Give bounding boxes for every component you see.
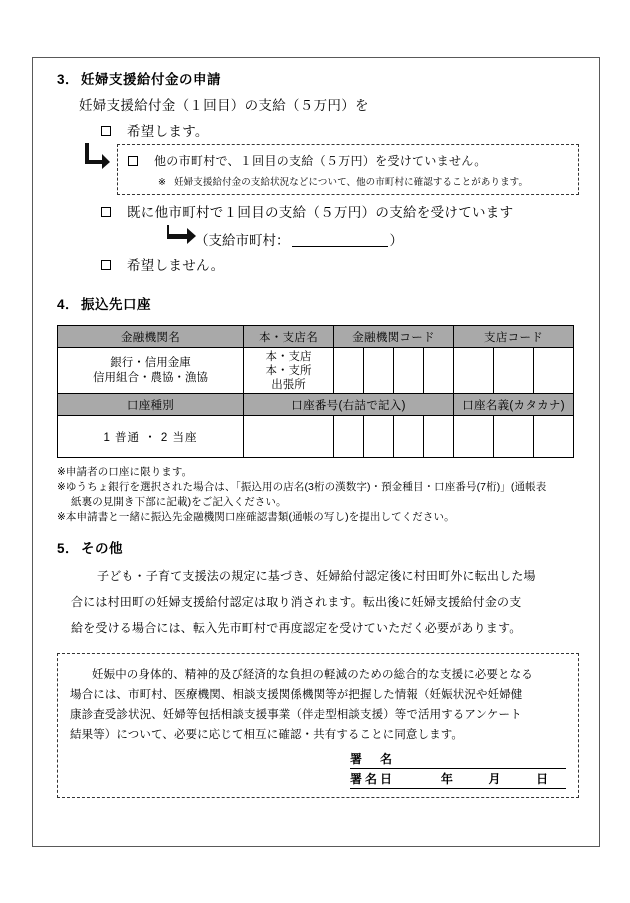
note-line-3: 紙裏の見開き下部に記載)をご記入ください。 <box>71 496 287 508</box>
section-5-heading <box>57 537 579 557</box>
th-institution-name: 金融機関名 <box>58 326 244 348</box>
cell-account-number-2[interactable] <box>334 416 364 458</box>
th-account-type: 口座種別 <box>58 394 244 416</box>
checkbox-row-wish[interactable] <box>101 122 579 141</box>
cell-institution-code-2[interactable] <box>364 348 394 394</box>
cell-institution-code-4[interactable] <box>424 348 454 394</box>
cell-institution-code-1[interactable] <box>334 348 364 394</box>
consent-line-3: 康診査受診状況、妊婦等包括相談支援事業（伴走型相談支援）等で活用するアンケート <box>70 709 522 721</box>
checkbox-wish[interactable] <box>101 126 111 136</box>
consent-line-4: 結果等）について、必要に応じて相互に確認・共有することに同意します。 <box>70 729 464 741</box>
th-institution-code: 金融機関コード <box>334 326 454 348</box>
cell-account-number-3[interactable] <box>364 416 394 458</box>
checkbox-already-received-label: 既に他市町村で１回目の支給（５万円）の支給を受けています <box>127 205 514 220</box>
checkbox-wish-label: 希望します。 <box>127 124 209 139</box>
signature-block <box>350 749 566 789</box>
cell-account-number-5[interactable] <box>424 416 454 458</box>
consent-line-1: 妊娠中の身体的、精神的及び経済的な負担の軽減のための総合的な支援に必要となる <box>92 669 533 681</box>
month-label: 月 <box>488 772 501 786</box>
signature-name-label: 署 名 <box>350 752 396 766</box>
bank-account-table-wrap <box>57 325 579 458</box>
section-5-title: その他 <box>81 541 124 556</box>
branch-sub-3: 出張所 <box>271 378 306 391</box>
day-label: 日 <box>536 772 549 786</box>
note-text: 妊婦支援給付金の支給状況などについて、他の市町村に確認することがあります。 <box>174 177 529 188</box>
sub-declaration-box <box>117 144 579 195</box>
section-5-line-3: 給を受ける場合には、転入先市町村で再度認定を受けていただく必要があります。 <box>71 621 522 635</box>
checkbox-no-other-payment-label: 他の市町村で、１回目の支給（５万円）を受けていません。 <box>154 154 487 168</box>
checkbox-not-wish-label: 希望しません。 <box>127 258 225 273</box>
signature-date-label: 署名日 <box>350 772 396 786</box>
signature-date-fields <box>395 770 566 788</box>
cell-branch-name-input[interactable] <box>244 348 334 394</box>
section-5-number: 5． <box>57 541 80 556</box>
checkbox-row-no-other-payment[interactable] <box>128 152 568 171</box>
section-5-block <box>57 537 579 641</box>
section-3-title: 妊婦支援給付金の申請 <box>81 72 222 87</box>
cell-account-number-6[interactable] <box>454 416 494 458</box>
cell-branch-code-3[interactable] <box>534 348 574 394</box>
table-row-institution <box>58 348 574 394</box>
cell-branch-code-2[interactable] <box>494 348 534 394</box>
section-4-heading <box>57 293 579 313</box>
section-4-notes <box>57 465 579 525</box>
consent-paragraph <box>70 665 566 745</box>
th-branch-name: 本・支店名 <box>244 326 334 348</box>
table-row-account <box>58 416 574 458</box>
th-account-holder: 口座名義(カタカナ) <box>454 394 574 416</box>
cell-account-number-7[interactable] <box>494 416 534 458</box>
note-line-2: ※ゆうちょ銀行を選択された場合は、「振込用の店名(3桁の漢数字)・預金種目・口座番号(7桁)」(通帳表 <box>57 481 547 493</box>
bent-arrow-down-right-icon-2 <box>167 225 193 253</box>
signature-name-line[interactable] <box>350 749 566 769</box>
checkbox-row-not-wish[interactable] <box>101 256 579 275</box>
institution-sub-1: 銀行・信用金庫 <box>110 356 191 369</box>
consent-line-2: 場合には、市町村、医療機関、相談支援関係機関等が把握した情報（妊娠状況や妊婦健 <box>70 689 523 701</box>
cell-account-number-4[interactable] <box>394 416 424 458</box>
checkbox-no-other-payment[interactable] <box>128 156 138 166</box>
form-content <box>57 68 579 798</box>
paying-city-input[interactable] <box>292 231 388 247</box>
note-line-1: ※申請者の口座に限ります。 <box>57 466 193 478</box>
th-account-number: 口座番号(右詰で記入) <box>244 394 454 416</box>
table-header-row-2 <box>58 394 574 416</box>
paying-city-row[interactable] <box>167 225 579 253</box>
section-3-heading <box>57 68 579 88</box>
cell-account-number-1[interactable] <box>244 416 334 458</box>
dashed-box-slot <box>117 142 579 195</box>
note-mark-icon: ※ <box>158 177 167 188</box>
paying-city-prefix: （支給市町村： <box>195 233 290 248</box>
year-label: 年 <box>440 772 453 786</box>
consent-box <box>57 653 579 798</box>
section-4-title: 振込先口座 <box>81 297 152 312</box>
branch-sub-1: 本・支店 <box>265 350 312 363</box>
th-branch-code: 支店コード <box>454 326 574 348</box>
bank-account-table <box>57 325 574 458</box>
checkbox-already-received[interactable] <box>101 207 111 217</box>
cell-institution-name-input[interactable] <box>58 348 244 394</box>
cell-account-holder-input[interactable] <box>534 416 574 458</box>
section-4-number: 4． <box>57 297 80 312</box>
cell-branch-code-1[interactable] <box>454 348 494 394</box>
cell-account-type-value[interactable]: 1 普通 ・ 2 当座 <box>58 416 244 458</box>
section-5-line-1: 子ども・子育て支援法の規定に基づき、妊婦給付認定後に村田町外に転出した場 <box>97 569 536 583</box>
section-5-line-2: 合には村田町の妊婦支援給付認定は取り消されます。転出後に妊婦支援給付金の支 <box>71 595 522 609</box>
section-5-paragraph <box>71 563 579 641</box>
section-3-lead-text: 妊婦支援給付金（１回目）の支給（５万円）を <box>79 98 369 113</box>
section-3-number: 3． <box>57 72 80 87</box>
wish-detail-group <box>57 142 579 195</box>
signature-date-line[interactable] <box>350 769 566 789</box>
form-page-frame <box>32 57 600 847</box>
checkbox-not-wish[interactable] <box>101 260 111 270</box>
checkbox-row-already-received[interactable] <box>101 203 579 222</box>
arrow-slot-1 <box>57 142 117 170</box>
branch-sub-2: 本・支所 <box>265 364 312 377</box>
cell-institution-code-3[interactable] <box>394 348 424 394</box>
bent-arrow-down-right-icon <box>85 142 111 170</box>
sub-declaration-note <box>158 174 568 188</box>
note-line-4: ※本申請書と一緒に振込先金融機関口座確認書類(通帳の写し)を提出してください。 <box>57 511 455 523</box>
paying-city-suffix: ） <box>389 233 403 248</box>
signature-area <box>70 749 566 789</box>
institution-sub-2: 信用組合・農協・漁協 <box>93 371 208 384</box>
table-header-row-1 <box>58 326 574 348</box>
